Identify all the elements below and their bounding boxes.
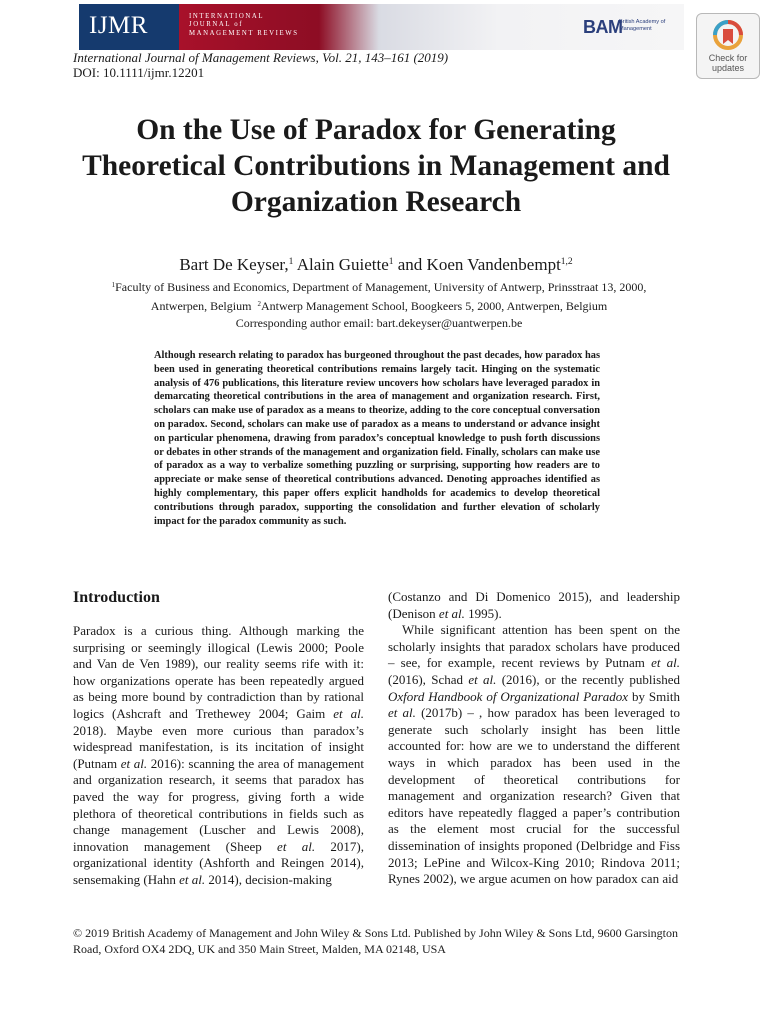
journal-logo-line: JOURNAL of	[189, 21, 244, 29]
paragraph: Paradox is a curious thing. Although marking the surprising or seemingly illogical (Lewis 2000; Poole and Van de Ven 1989), our reality seems rife with it: how organizations operate has been repeatedly argued as being more bound by contradiction than by rational logics (Ashcraft and Trethewey 2004; Gaim et al. 2018). Maybe even more curious than paradox’s widespread manifestation, is its incitation of insight (Putnam et al. 2016): scanning the area of management and organization research, it seems that paradox has paved the way for progress, giving forth a wide plethora of theoretical contributions in fields such as change management (Luscher and Lewis 2008), innovation management (Sheep et al. 2017), organizational identity (Ashforth and Reingen 2014), sensemaking (Hahn et al. 2014), decision-making	[73, 623, 365, 887]
section-heading: Introduction	[73, 589, 160, 606]
paragraph: (Costanzo and Di Domenico 2015), and leadership (Denison et al. 1995).	[388, 589, 680, 621]
copyright-footer: © 2019 British Academy of Management and John Wiley & Sons Ltd. Published by John Wiley & Sons Ltd, 9600 Garsington Road, Oxford OX4 2DQ, UK and 350 Main Street, Malden, MA 02148, USA	[73, 926, 679, 956]
corresponding-author: Corresponding author email: bart.dekeyser@uantwerpen.be	[235, 315, 523, 330]
journal-logo-line: MANAGEMENT REVIEWS	[189, 29, 299, 37]
crossmark-icon	[713, 20, 743, 52]
left-column	[73, 588, 364, 889]
right-column	[388, 589, 680, 888]
affil-sup: 1	[111, 281, 116, 289]
journal-banner	[79, 4, 684, 50]
doi[interactable]: DOI: 10.1111/ijmr.12201	[73, 65, 205, 80]
check-for-updates-label: Check for updates	[708, 53, 748, 73]
affiliations	[90, 277, 668, 331]
bam-logo-text: BAM	[583, 17, 623, 37]
journal-logo-line: INTERNATIONAL	[189, 13, 265, 20]
journal-citation: International Journal of Management Reviews, Vol. 21, 143–161 (2019)	[73, 50, 449, 65]
bam-logo-subtitle: British Academy of Management	[619, 19, 666, 32]
journal-logo-full	[189, 13, 309, 38]
affiliation-2: Antwerp Management School, Boogkeers 5, 2000, Antwerpen, Belgium	[260, 298, 608, 313]
author-name: Alain Guiette	[296, 255, 389, 274]
article-title: On the Use of Paradox for Generating Theoretical Contributions in Management and Organization Research	[82, 114, 670, 218]
author-list	[70, 255, 682, 275]
journal-logo-abbrev: IJMR	[89, 12, 148, 39]
abstract: Although research relating to paradox has burgeoned throughout the past decades, how paradox has been used in generating theoretical contributions remains largely tacit. Hinging on the systematic analysis of 476 publications, this literature review uncovers how scholars have leveraged paradox in demarcating theoretical contributions in the area of management and organization research. First, scholars can make use of paradox as a means to theorize, adding to the core conceptual conversation on paradox. Second, scholars can make use of paradox as a means to understand or advance insight on particular phenomena, drawing from paradox’s conceptual knowledge to push forth discussions or debates in other strands of the management and organization field. Finally, scholars can make use of paradox as a way to verbalize something puzzling or surprising, supporting how readers are to appreciate or make sense of theoretical contributions advanced. Denoting approaches identified as highly complementary, this paper offers explicit handholds for academics to develop theoretical contributions through paradox, supporting the consolidation and further elevation of scholarly impact for the paradox community as such.	[154, 350, 600, 527]
affil-sup: 2	[257, 299, 261, 308]
author-name: Bart De Keyser,	[179, 255, 289, 274]
author-affil-sup: 1	[388, 257, 394, 267]
affiliation-1: Faculty of Business and Economics, Department of Management, University of Antwerp, Prinsstraat 13, 2000, Antwerpen, Belgium	[115, 280, 647, 313]
paragraph: While significant attention has been spent on the scholarly insights that paradox scholars have produced – see, for example, recent reviews by Putnam et al. (2016), Schad et al. (2016), or the recently published Oxford Handbook of Organizational Paradox by Smith et al. (2017b) – , how paradox has been leveraged to generate such scholarly insight has been little accounted for: how are we to understand the different ways in which paradox has been used in the development of theoretical contributions for management and organization research? Given that editors have repeatedly flagged a paper’s contribution as the element most crucial for the successful dissemination of insights proponed (Delbridge and Fiss 2013; LePine and Wilcox-King 2010; Rindova 2011; Rynes 2002), we argue acumen on how paradox can aid	[388, 622, 680, 887]
author-affil-sup: 1	[288, 257, 294, 267]
author-affil-sup: 1,2	[560, 257, 573, 267]
author-name: and Koen Vandenbempt	[397, 255, 561, 274]
check-for-updates-badge[interactable]	[696, 13, 760, 79]
